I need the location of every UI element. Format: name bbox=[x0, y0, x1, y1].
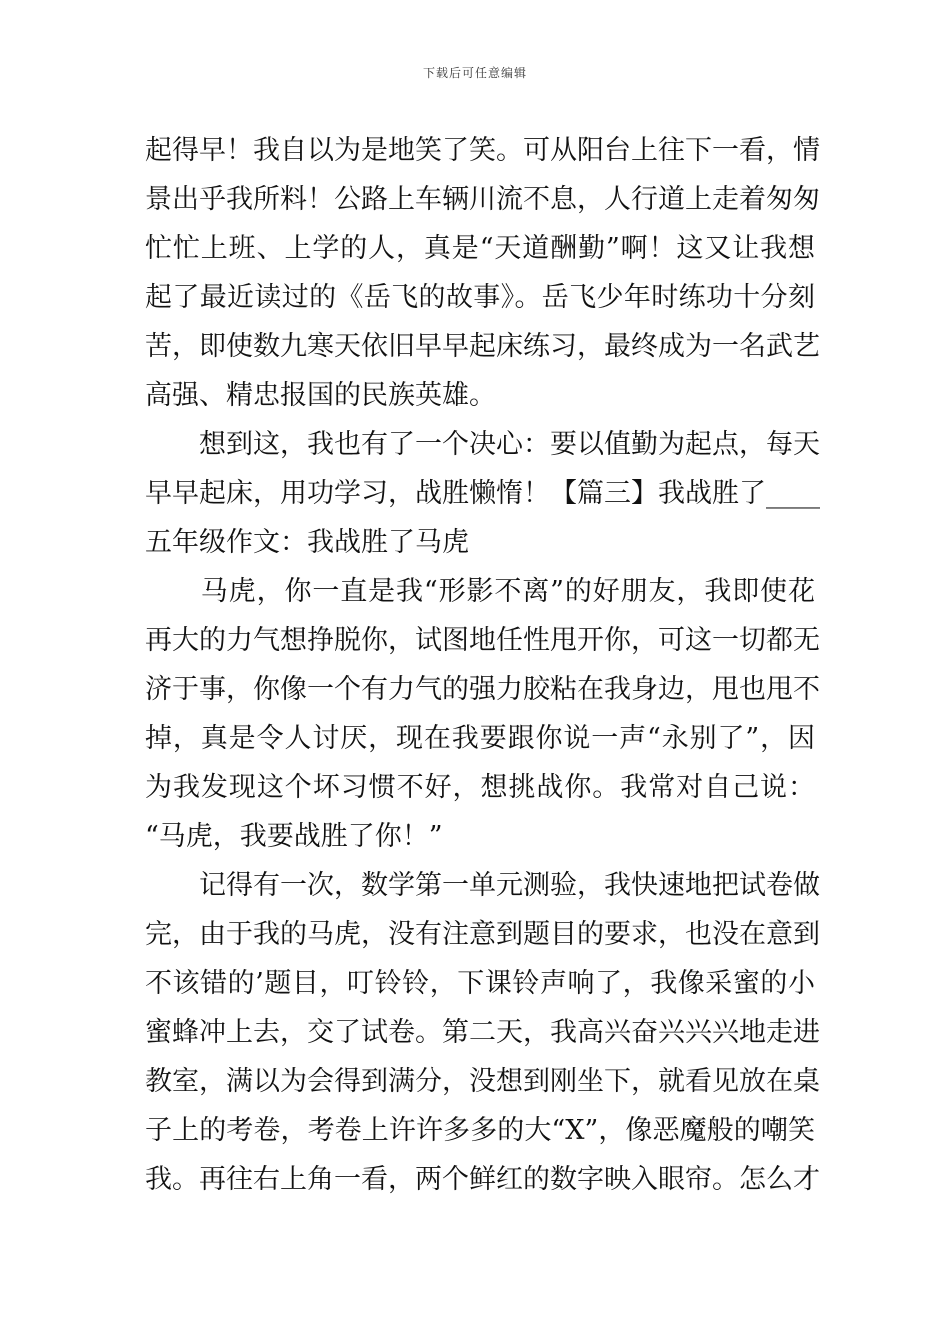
text-line: 景出乎我所料！公路上车辆川流不息，人行道上走着匆匆 bbox=[145, 184, 820, 215]
text-line: 起了最近读过的《岳飞的故事》。岳飞少年时练功十分刻 bbox=[145, 282, 815, 313]
text-line: “马虎，我要战胜了你！” bbox=[145, 821, 443, 852]
page-header: 下载后可任意编辑 bbox=[422, 66, 527, 80]
text-line: 我。再往右上角一看，两个鲜红的数字映入眼帘。怎么才 bbox=[145, 1164, 820, 1195]
text-line: 教室，满以为会得到满分，没想到刚坐下，就看见放在桌 bbox=[145, 1066, 820, 1097]
text-line: 忙忙上班、上学的人，真是“天道酬勤”啊！这又让我想 bbox=[145, 233, 815, 264]
text-line: 五年级作文：我战胜了马虎 bbox=[145, 527, 469, 558]
document-body bbox=[145, 126, 820, 1204]
text-line: 不该错的’题目，叮铃铃，下课铃声响了，我像采蜜的小 bbox=[145, 968, 815, 999]
text-line: 早早起床，用功学习，战胜懒惰！【篇三】我战胜了____ bbox=[145, 478, 820, 509]
text-line: 高强、精忠报国的民族英雄。 bbox=[145, 380, 496, 411]
text-line: 想到这，我也有了一个决心：要以值勤为起点，每天 bbox=[145, 429, 820, 460]
text-line: 蜜蜂冲上去，交了试卷。第二天，我高兴奋兴兴兴地走进 bbox=[145, 1017, 820, 1048]
text-line: 为我发现这个坏习惯不好，想挑战你。我常对自己说： bbox=[145, 772, 815, 803]
text-line: 子上的考卷，考卷上许许多多的大“X”，像恶魔般的嘲笑 bbox=[145, 1115, 815, 1146]
text-line: 记得有一次，数学第一单元测验，我快速地把试卷做 bbox=[145, 870, 820, 901]
text-line: 掉，真是令人讨厌，现在我要跟你说一声“永别了”，因 bbox=[145, 723, 815, 754]
text-line: 完，由于我的马虎，没有注意到题目的要求，也没在意到 bbox=[145, 919, 820, 950]
text-line: 济于事，你像一个有力气的强力胶粘在我身边，甩也甩不 bbox=[145, 674, 820, 705]
text-line: 起得早！我自以为是地笑了笑。可从阳台上往下一看，情 bbox=[145, 135, 820, 166]
text-line: 苦，即使数九寒天依旧早早起床练习，最终成为一名武艺 bbox=[145, 331, 820, 362]
text-line: 马虎，你一直是我“形影不离”的好朋友，我即使花 bbox=[145, 576, 815, 607]
text-line: 再大的力气想挣脱你，试图地任性甩开你，可这一切都无 bbox=[145, 625, 820, 656]
